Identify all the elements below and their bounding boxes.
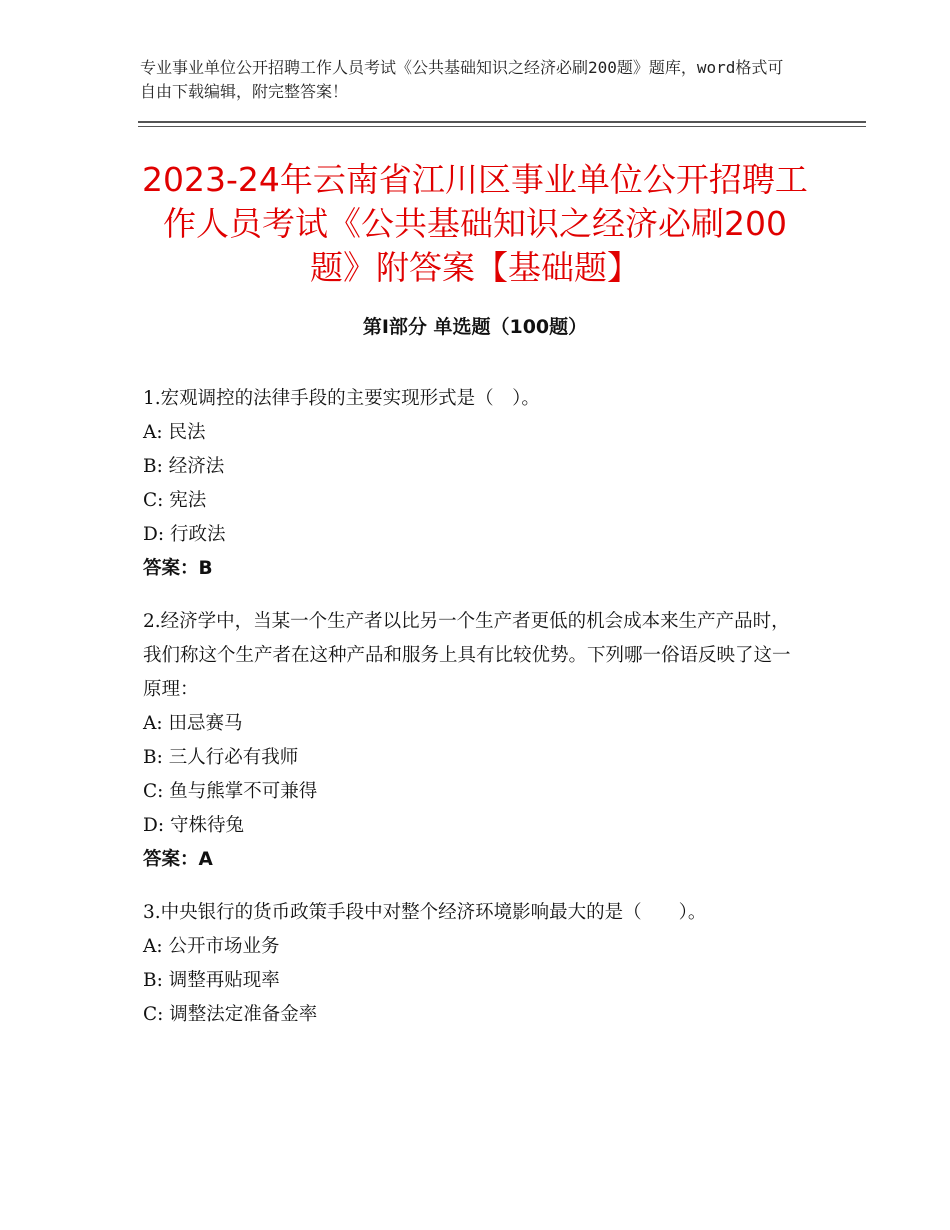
question-1 — [143, 382, 798, 586]
question-text: 1.宏观调控的法律手段的主要实现形式是（ ）。 — [143, 388, 540, 409]
option-d: D: 行政法 — [143, 524, 226, 545]
option-c: C: 鱼与熊掌不可兼得 — [143, 781, 318, 802]
option-a: A: 民法 — [143, 422, 206, 443]
question-3 — [143, 896, 798, 1032]
header-divider-thin — [138, 126, 866, 127]
question-2 — [143, 605, 798, 877]
answer-label: 答案：A — [143, 849, 213, 870]
option-c: C: 宪法 — [143, 490, 207, 511]
option-d: D: 守株待兔 — [143, 815, 244, 836]
option-a: A: 田忌赛马 — [143, 713, 243, 734]
option-b: B: 调整再贴现率 — [143, 970, 280, 991]
header-note: 专业事业单位公开招聘工作人员考试《公共基础知识之经济必刷200题》题库，word格式可自由下载编辑，附完整答案！ — [140, 58, 784, 101]
part-heading: 第Ⅰ部分 单选题（100题） — [362, 316, 588, 338]
option-b: B: 三人行必有我师 — [143, 747, 299, 768]
question-list — [143, 382, 798, 1051]
question-text: 2.经济学中，当某一个生产者以比另一个生产者更低的机会成本来生产产品时，我们称这个生产者在这种产品和服务上具有比较优势。下列哪一俗语反映了这一原理： — [143, 611, 791, 700]
document-title: 2023-24年云南省江川区事业单位公开招聘工作人员考试《公共基础知识之经济必刷200题》附答案【基础题】 — [142, 160, 808, 287]
option-c: C: 调整法定准备金率 — [143, 1004, 318, 1025]
question-text: 3.中央银行的货币政策手段中对整个经济环境影响最大的是（ ）。 — [143, 902, 707, 923]
option-a: A: 公开市场业务 — [143, 936, 280, 957]
option-b: B: 经济法 — [143, 456, 225, 477]
answer-label: 答案：B — [143, 558, 213, 579]
header-divider-thick — [138, 121, 866, 123]
